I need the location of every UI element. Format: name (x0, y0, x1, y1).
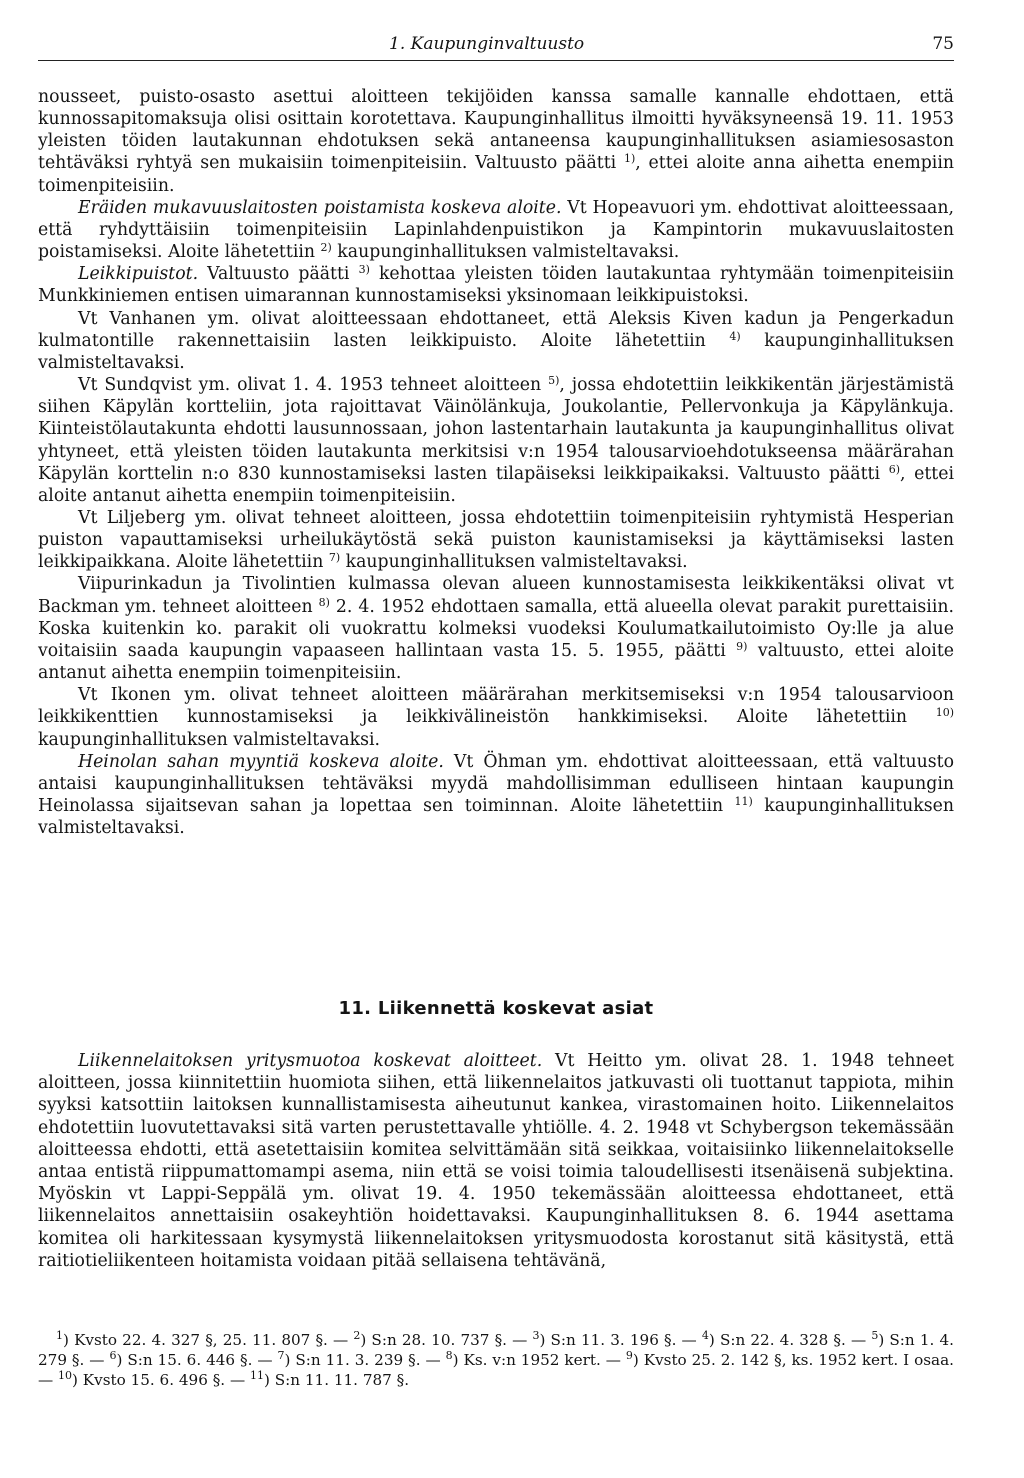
footnote-paren: ) (632, 1351, 644, 1369)
footnote-ref: 2) (320, 241, 332, 255)
footnote-ref: 8) (318, 595, 330, 609)
footnote-ref: 5) (548, 374, 560, 388)
footnote-text: Kvsto 22. 4. 327 §, 25. 11. 807 §. — (74, 1331, 354, 1349)
footnote-number: 10 (58, 1369, 73, 1382)
footnote-number: 9 (625, 1349, 633, 1362)
footnote-text: Kvsto 15. 6. 496 §. — (82, 1371, 250, 1389)
section-body (38, 1050, 954, 1272)
footnote-number: 11 (249, 1369, 264, 1382)
paragraph-title: Liikennelaitoksen yritysmuotoa koskevat aloitteet. (78, 1051, 543, 1071)
paragraph: Liikennelaitoksen yritysmuotoa koskevat aloitteet. Vt Heitto ym. olivat 28. 1. 1948 tehneet aloitteen, jossa kiinnitettiin huomiota siihen, että liikennelaitos jatkuvasti oli tuottanut tappiota, mihin syyksi katsottiin laitoksen kunnallistamisesta aiheutunut kankea, virastomainen hoito. Liikennelaitos ehdotettiin luovutettavaksi sitä varten perustettavalle yhtiölle. 4. 2. 1948 vt Schybergson tekemässään aloitteessa ehdotti, että asetettaisiin komitea selvittämään sitä seikkaa, voitaisiinko liikennelaitokselle antaa entistä riippumattomampi asema, niin että se voisi toimia taloudellisesti itsenäisenä subjektina. Myöskin vt Lappi-Seppälä ym. olivat 19. 4. 1950 tekemässään aloitteessa ehdottaneet, että liikennelaitos annettaisiin osakeyhtiön hoidettavaksi. Kaupunginhallituksen 8. 6. 1944 asettama komitea oli harkitessaan kysymystä liikennelaitoksen yritysmuodosta korostanut sitä käsitystä, että raitiotieliikenteen hoitamista voidaan pitää sellaisena tehtävänä, (38, 1051, 954, 1271)
footnote-ref: 6) (888, 462, 900, 476)
footnote-paren: ) (360, 1331, 372, 1349)
page-number: 75 (932, 34, 954, 54)
running-title: 1. Kaupunginvaltuusto (389, 34, 585, 54)
footnote-text: S:n 11. 3. 196 §. — (550, 1331, 702, 1349)
footnote-text: S:n 22. 4. 328 §. — (719, 1331, 872, 1349)
footnote-ref: 10) (935, 706, 954, 720)
footnote-ref: 3) (358, 263, 370, 277)
footnote-paren: ) (263, 1371, 275, 1389)
footnotes (38, 1330, 954, 1390)
footnote-paren: ) (452, 1351, 464, 1369)
paragraph: Viipurinkadun ja Tivolintien kulmassa olevan alueen kunnostamisesta leikkikentäksi olivat vt Backman ym. tehneet aloitteen $^{8)}$ 2. 4. 1952 ehdottaen samalla, että alueella olevat parakit purettaisiin. Koska kuitenkin ko. parakit oli vuokrattu kolmeksi vuodeksi Koulumatkailutoimisto Oy:lle ja alue voitaisiin saada kaupungin vapaaseen hallintaan vasta 15. 5. 1955, päätti $^{9)}$ valtuusto, ettei aloite antanut aihetta enempiin toimenpiteisiin. (38, 574, 954, 684)
footnote-number: 4 (701, 1329, 709, 1342)
footnote-paren: ) (72, 1371, 83, 1389)
footnote-ref: 11) (734, 795, 753, 808)
footnote-number: 7 (277, 1349, 285, 1362)
footnote-ref: 1) (623, 152, 636, 166)
footnote-text: S:n 11. 3. 239 §. — (295, 1351, 446, 1369)
footnote-text: S:n 11. 11. 787 §. (274, 1371, 410, 1389)
section-heading: 11. Liikennettä koskevat asiat (338, 998, 654, 1019)
footnote-paren: ) (539, 1331, 551, 1349)
footnote-number: 6 (109, 1349, 117, 1362)
footnote-text: Kvsto 25. 2. 142 §, ks. 1952 kert. I osaa. — (38, 1351, 954, 1389)
paragraph: Vt Liljeberg ym. olivat tehneet aloitteen, jossa ehdotettiin toimenpiteisiin ryhtymistä Hesperian puiston vapauttamiseksi urheilukäytöstä sekä puiston kaunistamiseksi ja käyttämiseksi lasten leikkipaikkana. Aloite lähetettiin $^{7)}$ kaupunginhallituksen valmisteltavaksi. (38, 507, 954, 573)
footnote-line (38, 1330, 954, 1390)
footnote-paren: ) (878, 1331, 890, 1349)
paragraph: Leikkipuistot. Valtuusto päätti $^{3)}$ kehottaa yleisten töiden lautakuntaa ryhtymään toimenpiteisiin Munkkiniemen entisen uimarannan kunnostamiseksi yksinomaan leikkipuistoksi. (38, 263, 954, 307)
paragraph-title: Leikkipuistot. (78, 264, 199, 285)
page-header (38, 0, 954, 60)
footnote-text: S:n 15. 6. 446 §. — (127, 1351, 278, 1369)
footnote-number: 2 (353, 1329, 361, 1342)
paragraph: Eräiden mukavuuslaitosten poistamista koskeva aloite. Vt Hopeavuori ym. ehdottivat aloitteessaan, että ryhdyttäisiin toimenpiteisiin Lapinlahdenpuistikon ja Kampintorin mukavuuslaitosten poistamiseksi. Aloite lähetettiin $^{2)}$ kaupunginhallituksen valmisteltavaksi. (38, 197, 954, 263)
footnote-ref: 7) (328, 551, 341, 565)
body-text (38, 86, 954, 839)
footnote-text: Ks. v:n 1952 kert. — (463, 1351, 626, 1369)
footnote-paren: ) (284, 1351, 296, 1369)
footnote-number: 3 (532, 1329, 540, 1342)
paragraph: Heinolan sahan myyntiä koskeva aloite. Vt Öhman ym. ehdottivat aloitteessaan, että valtuusto antaisi kaupunginhallituksen tehtäväksi myydä mahdollisimman edulliseen hintaan kaupungin Heinolassa sijaitsevan sahan ja lopettaa sen toiminnan. Aloite lähetettiin $^{11)}$ kaupunginhallituksen valmisteltavaksi. (38, 751, 955, 839)
footnote-text: S:n 1. 4. 279 §. — (38, 1331, 954, 1369)
header-rule (38, 60, 954, 61)
footnote-number: 1 (56, 1329, 63, 1342)
footnote-ref: 4) (729, 329, 741, 343)
footnote-ref: 9) (736, 639, 748, 653)
footnote-text: S:n 28. 10. 737 §. — (371, 1331, 533, 1349)
footnote-paren: ) (63, 1331, 75, 1349)
paragraph: nousseet, puisto-osasto asettui aloitteen tekijöiden kanssa samalle kannalle ehdottaen, että kunnossapitomaksuja olisi osittain korotettava. Kaupunginhallitus ilmoitti hyväksyneensä 19. 11. 1953 yleisten töiden lautakunnan ehdotuksen sekä antaneensa kaupunginhallituksen asiamiesosaston tehtäväksi ryhtyä sen mukaisiin toimenpiteisiin. Valtuusto päätti $^{1)}$, ettei aloite anna aihetta enempiin toimenpiteisiin. (38, 87, 954, 196)
footnote-number: 5 (871, 1329, 879, 1342)
paragraph: Vt Sundqvist ym. olivat 1. 4. 1953 tehneet aloitteen $^{5)}$, jossa ehdotettiin leikkikentän järjestämistä siihen Käpylän kortteliin, jota rajoittavat Väinölänkuja, Joukolantie, Pellervonkuja ja Käpylänkuja. Kiinteistölautakunta ehdotti lausunnossaan, johon lastentarhain lautakunta ja kaupunginhallitus olivat yhtyneet, että yleisten töiden lautakunta merkitsisi v:n 1954 talousarvioehdotukseensa määrärahan Käpylän korttelin n:o 830 kunnostamiseksi lasten tilapäiseksi leikkipaikaksi. Valtuusto päätti $^{6)}$, ettei aloite antanut aihetta enempiin toimenpiteisiin. (38, 374, 955, 506)
footnote-paren: ) (116, 1351, 128, 1369)
paragraph-title: Heinolan sahan myyntiä koskeva aloite. (78, 751, 444, 772)
document-page (38, 0, 955, 1389)
footnote-paren: ) (708, 1331, 720, 1349)
footnote-number: 8 (445, 1349, 453, 1362)
paragraph-title: Eräiden mukavuuslaitosten poistamista koskeva aloite. (78, 197, 562, 218)
paragraph: Vt Ikonen ym. olivat tehneet aloitteen määrärahan merkitsemiseksi v:n 1954 talousarvioon leikkikenttien kunnostamiseksi ja leikkivälineistön hankkimiseksi. Aloite lähetettiin $^{10)}$ kaupunginhallituksen valmisteltavaksi. (38, 685, 954, 750)
paragraph: Vt Vanhanen ym. olivat aloitteessaan ehdottaneet, että Aleksis Kiven kadun ja Pengerkadun kulmatontille rakennettaisiin lasten leikkipuisto. Aloite lähetettiin $^{4)}$ kaupunginhallituksen valmisteltavaksi. (38, 308, 954, 373)
